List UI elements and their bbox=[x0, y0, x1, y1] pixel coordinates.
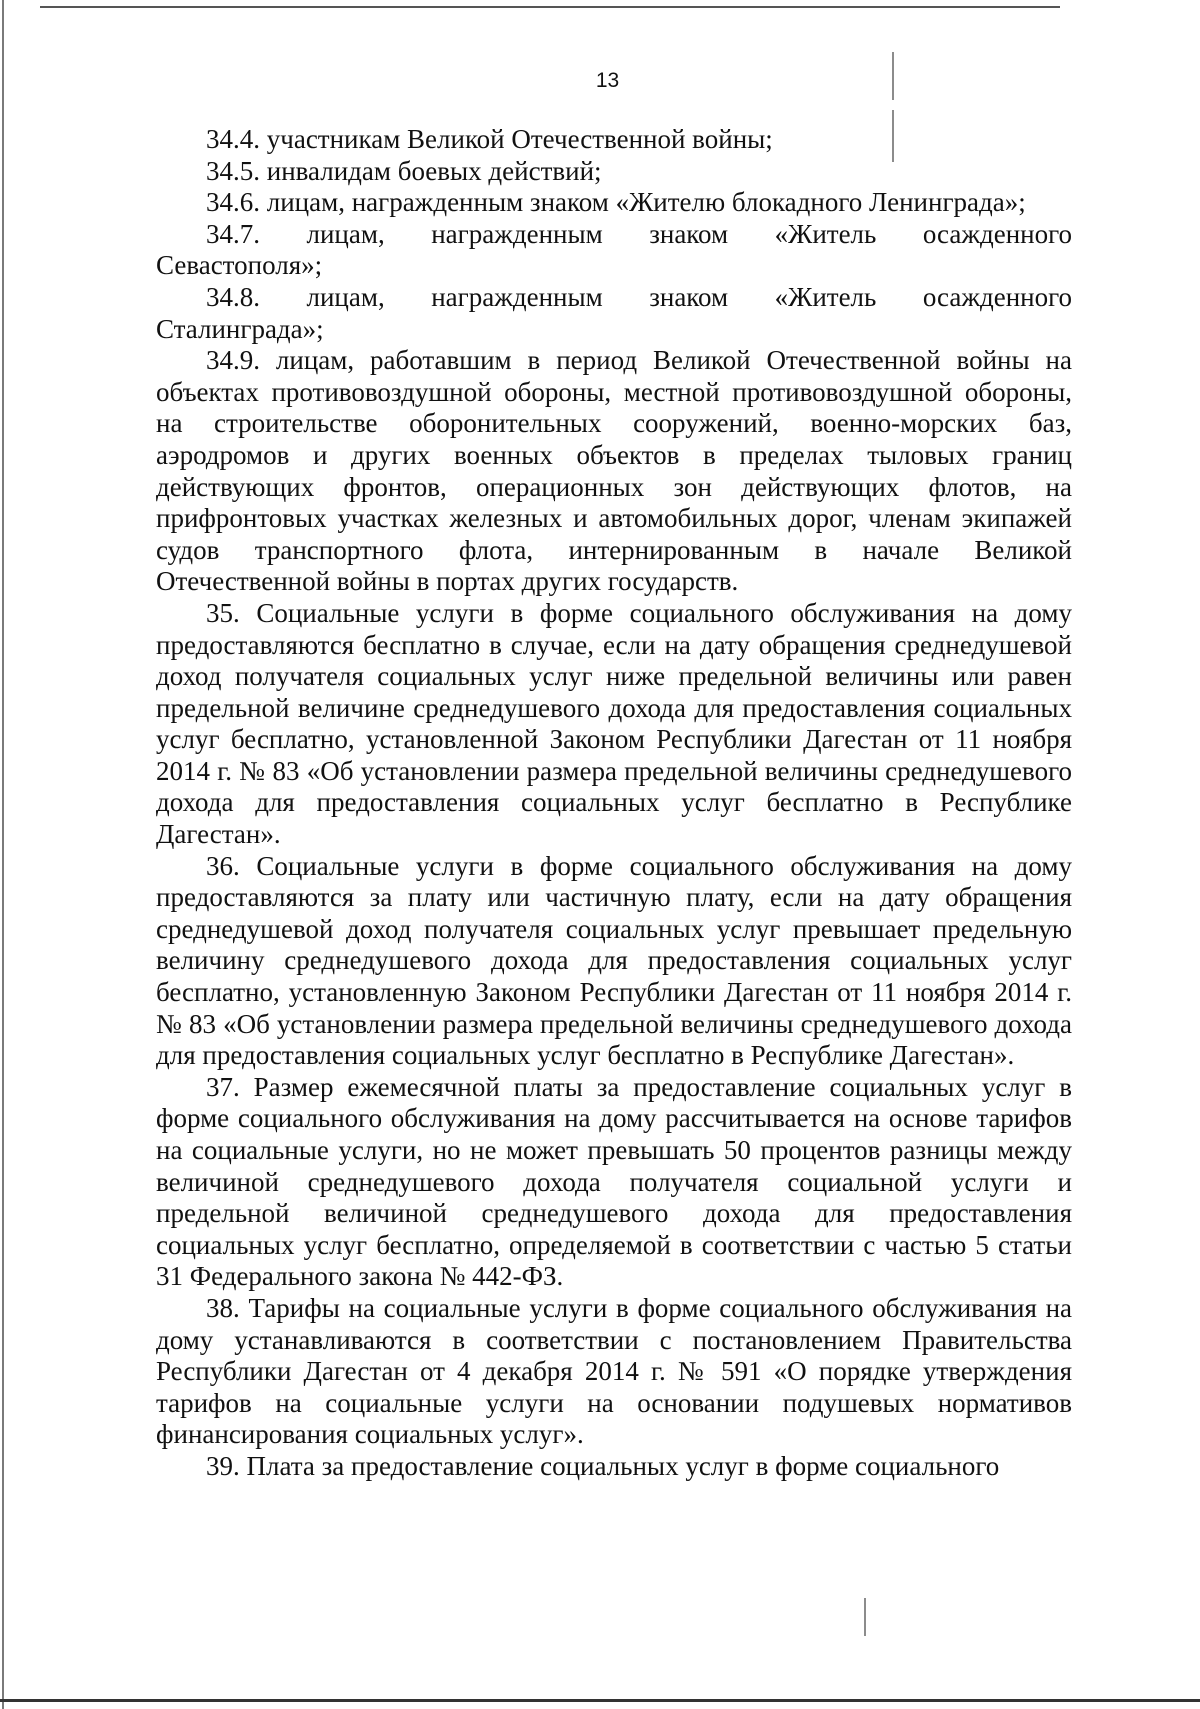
scan-top-edge bbox=[40, 6, 1060, 8]
document-body bbox=[156, 124, 1072, 1483]
paragraph-36: 36. Социальные услуги в форме социального обслуживания на дому предоставляются за плату или частичную плату, если на дату обращения среднедушевой доход получателя социальных услуг превышает предельную величину среднедушевого дохода для предоставления социальных услуг бесплатно, установленную Законом Республики Дагестан от 11 ноября 2014 г. № 83 «Об установлении размера предельной величины среднедушевого дохода для предоставления социальных услуг бесплатно в Республике Дагестан». bbox=[156, 850, 1072, 1071]
paragraph-34-7: 34.7. лицам, награжденным знаком «Житель осажденного Севастополя»; bbox=[156, 218, 1072, 281]
paragraph-34-8: 34.8. лицам, награжденным знаком «Житель осажденного Сталинграда»; bbox=[156, 281, 1072, 344]
scan-bottom-edge bbox=[0, 1699, 1200, 1702]
scan-artifact-mark bbox=[864, 1598, 866, 1636]
paragraph-34-5: 34.5. инвалидам боевых действий; bbox=[206, 155, 602, 186]
paragraph-34-6: 34.6. лицам, награжденным знаком «Жителю блокадного Ленинграда»; bbox=[206, 187, 1026, 218]
paragraph-34-9: 34.9. лицам, работавшим в период Великой Отечественной войны на объектах противовоздушной обороны, местной противовоздушной обороны, на строительстве оборонительных сооружений, военно-морских баз, аэродромов и других военных объектов в пределах тыловых границ действующих фронтов, операционных зон действующих флотов, на прифронтовых участках железных и автомобильных дорог, членам экипажей судов транспортного флота, интернированным в начале Великой Отечественной войны в портах других государств. bbox=[156, 345, 1072, 597]
paragraph-34-4: 34.4. участникам Великой Отечественной войны; bbox=[206, 124, 773, 154]
paragraph-35: 35. Социальные услуги в форме социального обслуживания на дому предоставляются бесплатно в случае, если на дату обращения среднедушевой доход получателя социальных услуг ниже предельной величины или равен предельной величине среднедушевого дохода для предоставления социальных услуг бесплатно, установленной Законом Республики Дагестан от 11 ноября 2014 г. № 83 «Об установлении размера предельной величины среднедушевого дохода для предоставления социальных услуг бесплатно в Республике Дагестан». bbox=[156, 597, 1072, 850]
page-number: 13 bbox=[595, 69, 620, 92]
scan-left-edge bbox=[2, 0, 4, 1709]
paragraph-38: 38. Тарифы на социальные услуги в форме социального обслуживания на дому устанавливаются в соответствии с постановлением Правительства Республики Дагестан от 4 декабря 2014 г. № 591 «О порядке утверждения тарифов на социальные услуги на основании подушевых нормативов финансирования социальных услуг». bbox=[156, 1292, 1072, 1450]
paragraph-39: 39. Плата за предоставление социальных услуг в форме социального bbox=[206, 1450, 1000, 1481]
paragraph-37: 37. Размер ежемесячной платы за предоставление социальных услуг в форме социального обслуживания на дому рассчитывается на основе тарифов на социальные услуги, но не может превышать 50 процентов разницы между величиной среднедушевого дохода получателя социальной услуги и предельной величиной среднедушевого дохода для предоставления социальных услуг бесплатно, определяемой в соответствии с частью 5 статьи 31 Федерального закона № 442-ФЗ. bbox=[156, 1071, 1072, 1292]
